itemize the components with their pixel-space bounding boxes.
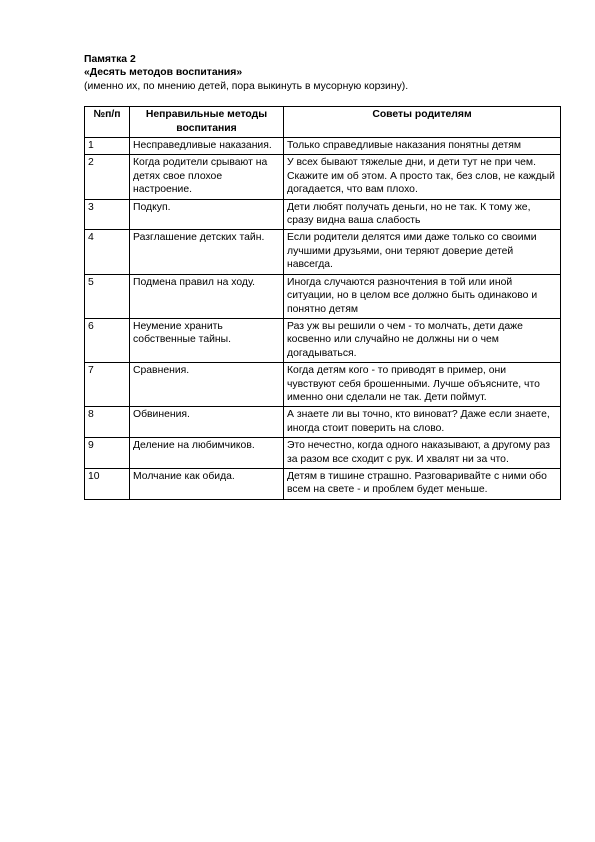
column-header-number: №п/п bbox=[85, 107, 130, 138]
row-number: 8 bbox=[85, 407, 130, 438]
column-header-parent-advice: Советы родителям bbox=[284, 107, 561, 138]
parent-advice: Раз уж вы решили о чем - то молчать, дети даже косвенно или случайно не должны ни о чем догадываться. bbox=[284, 318, 561, 362]
methods-table bbox=[84, 106, 561, 500]
row-number: 7 bbox=[85, 363, 130, 407]
wrong-method: Когда родители срывают на детях свое плохое настроение. bbox=[130, 155, 284, 199]
document-subtitle: (именно их, по мнению детей, пора выкинуть в мусорную корзину). bbox=[84, 80, 409, 92]
row-number: 10 bbox=[85, 468, 130, 499]
row-number: 3 bbox=[85, 199, 130, 230]
table-header-row bbox=[85, 107, 561, 138]
row-number: 9 bbox=[85, 438, 130, 469]
table-row bbox=[85, 138, 561, 155]
parent-advice: Только справедливые наказания понятны детям bbox=[284, 138, 561, 155]
table-row bbox=[85, 230, 561, 274]
table-row bbox=[85, 363, 561, 407]
table-row bbox=[85, 318, 561, 362]
document-page bbox=[84, 53, 560, 500]
document-title: «Десять методов воспитания» bbox=[84, 67, 243, 79]
row-number: 5 bbox=[85, 274, 130, 318]
row-number: 1 bbox=[85, 138, 130, 155]
table-row bbox=[85, 438, 561, 469]
memo-label: Памятка 2 bbox=[84, 54, 136, 65]
parent-advice: Иногда случаются разночтения в той или иной ситуации, но в целом все должно быть одинаково и понятно детям bbox=[284, 274, 561, 318]
column-header-wrong-methods: Неправильные методы воспитания bbox=[130, 107, 284, 138]
row-number: 4 bbox=[85, 230, 130, 274]
wrong-method: Подкуп. bbox=[130, 199, 284, 230]
parent-advice: Когда детям кого - то приводят в пример, они чувствуют себя брошенными. Лучше объясните, что именно они сделали не так. Дети поймут. bbox=[284, 363, 561, 407]
table-row bbox=[85, 468, 561, 499]
wrong-method: Деление на любимчиков. bbox=[130, 438, 284, 469]
parent-advice: Детям в тишине страшно. Разговаривайте с ними обо всем на свете - и проблем будет меньше. bbox=[284, 468, 561, 499]
table-row bbox=[85, 407, 561, 438]
wrong-method: Обвинения. bbox=[130, 407, 284, 438]
table-row bbox=[85, 155, 561, 199]
wrong-method: Молчание как обида. bbox=[130, 468, 284, 499]
wrong-method: Разглашение детских тайн. bbox=[130, 230, 284, 274]
row-number: 6 bbox=[85, 318, 130, 362]
table-row bbox=[85, 274, 561, 318]
table-row bbox=[85, 199, 561, 230]
parent-advice: Это нечестно, когда одного наказывают, а другому раз за разом все сходит с рук. И хвалят ни за что. bbox=[284, 438, 561, 469]
wrong-method: Сравнения. bbox=[130, 363, 284, 407]
wrong-method: Несправедливые наказания. bbox=[130, 138, 284, 155]
parent-advice: Дети любят получать деньги, но не так. К тому же, сразу видна ваша слабость bbox=[284, 199, 561, 230]
row-number: 2 bbox=[85, 155, 130, 199]
wrong-method: Неумение хранить собственные тайны. bbox=[130, 318, 284, 362]
parent-advice: У всех бывают тяжелые дни, и дети тут не при чем. Скажите им об этом. А просто так, без слов, не каждый догадается, что вам плохо. bbox=[284, 155, 561, 199]
parent-advice: Если родители делятся ими даже только со своими лучшими друзьями, они теряют доверие детей навсегда. bbox=[284, 230, 561, 274]
wrong-method: Подмена правил на ходу. bbox=[130, 274, 284, 318]
parent-advice: А знаете ли вы точно, кто виноват? Даже если знаете, иногда стоит поверить на слово. bbox=[284, 407, 561, 438]
